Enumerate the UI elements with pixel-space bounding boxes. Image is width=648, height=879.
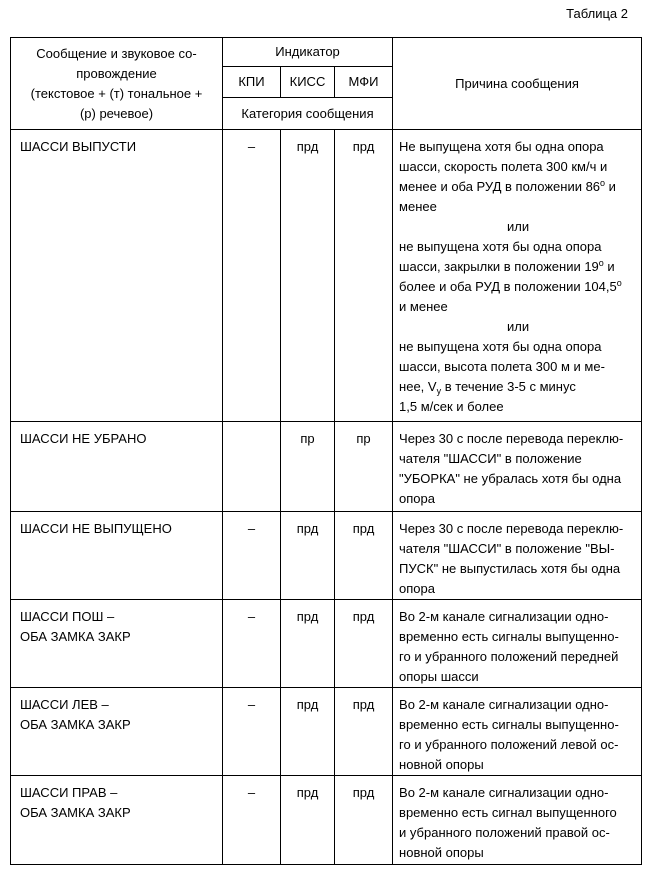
kiss-cell: пр xyxy=(281,422,335,512)
mfi-cell: прд xyxy=(335,512,393,600)
reason-line: ПУСК" не выпустилась хотя бы одна xyxy=(399,561,621,576)
message-line: ШАССИ ВЫПУСТИ xyxy=(20,139,137,154)
reason-line: временно есть сигналы выпущенно- xyxy=(399,629,619,644)
line-text: нее, V xyxy=(399,379,437,394)
header-message xyxy=(11,38,223,130)
reason-line: временно есть сигнал выпущенного xyxy=(399,805,617,820)
header-message-line: (текстовое + (т) тональное + xyxy=(30,85,203,101)
superscript-text: о xyxy=(598,258,604,268)
line-text: более и оба РУД в положении 104,5 xyxy=(399,279,617,294)
kpi-cell xyxy=(223,422,281,512)
message-line: ШАССИ ПОШ – xyxy=(20,609,115,624)
message-line: ОБА ЗАМКА ЗАКР xyxy=(20,805,131,820)
reason-line: 1,5 м/сек и более xyxy=(399,399,504,414)
reason-cell xyxy=(393,422,642,512)
message-cell xyxy=(11,776,223,865)
message-line: ШАССИ ПРАВ – xyxy=(20,785,118,800)
message-table xyxy=(10,37,642,865)
header-message-line: (р) речевое) xyxy=(79,105,154,121)
header-mfi: МФИ xyxy=(335,67,393,98)
kiss-cell: прд xyxy=(281,130,335,422)
header-kiss: КИСС xyxy=(281,67,335,98)
reason-line: или xyxy=(506,219,530,234)
reason-cell xyxy=(393,688,642,776)
message-cell xyxy=(11,422,223,512)
header-indicator: Индикатор xyxy=(223,38,393,67)
message-line: ШАССИ НЕ УБРАНО xyxy=(20,431,147,446)
table-row xyxy=(11,688,642,776)
line-text: менее и оба РУД в положении 86 xyxy=(399,179,601,194)
line-text: в течение 3-5 с минус xyxy=(441,379,576,394)
kpi-cell: – xyxy=(223,512,281,600)
reason-line: временно есть сигналы выпущенно- xyxy=(399,717,619,732)
message-line: ОБА ЗАМКА ЗАКР xyxy=(20,717,131,732)
reason-line xyxy=(399,177,637,197)
reason-line: менее xyxy=(399,199,437,214)
message-cell xyxy=(11,512,223,600)
message-cell xyxy=(11,688,223,776)
mfi-cell: прд xyxy=(335,688,393,776)
reason-line: и менее xyxy=(399,299,448,314)
reason-line: Через 30 с после перевода переклю- xyxy=(399,431,624,446)
header-message-line: Сообщение и звуковое со- xyxy=(36,45,197,61)
line-text: и xyxy=(603,259,615,274)
message-line: ОБА ЗАМКА ЗАКР xyxy=(20,629,131,644)
reason-line: го и убранного положений передней xyxy=(399,649,619,664)
table-row xyxy=(11,512,642,600)
table-row xyxy=(11,600,642,688)
header-message-line: провождение xyxy=(76,65,157,81)
reason-line: чателя "ШАССИ" в положение xyxy=(399,451,582,466)
reason-line: чателя "ШАССИ" в положение "ВЫ- xyxy=(399,541,615,556)
reason-line: опора xyxy=(399,581,435,596)
reason-cell xyxy=(393,776,642,865)
message-cell xyxy=(11,130,223,422)
reason-line: опоры шасси xyxy=(399,669,479,684)
table-header xyxy=(11,38,642,130)
kiss-cell: прд xyxy=(281,600,335,688)
line-text: и xyxy=(605,179,616,194)
kiss-cell: прд xyxy=(281,688,335,776)
message-line: ШАССИ НЕ ВЫПУЩЕНО xyxy=(20,521,172,536)
mfi-cell: прд xyxy=(335,600,393,688)
reason-line: "УБОРКА" не убралась хотя бы одна xyxy=(399,471,622,486)
table-row xyxy=(11,776,642,865)
reason-line: и убранного положений правой ос- xyxy=(399,825,610,840)
reason-line: опора xyxy=(399,491,435,506)
kpi-cell: – xyxy=(223,130,281,422)
subscript-text: у xyxy=(436,386,442,396)
reason-line: не выпущена хотя бы одна опора xyxy=(399,239,602,254)
table-body xyxy=(11,130,642,865)
header-category: Категория сообщения xyxy=(223,98,393,130)
header-kpi: КПИ xyxy=(223,67,281,98)
kpi-cell: – xyxy=(223,600,281,688)
superscript-text: о xyxy=(600,178,606,188)
header-reason: Причина сообщения xyxy=(393,38,642,130)
kiss-cell: прд xyxy=(281,776,335,865)
reason-line: Через 30 с после перевода переклю- xyxy=(399,521,624,536)
reason-line: новной опоры xyxy=(399,757,484,772)
mfi-cell: прд xyxy=(335,776,393,865)
kiss-cell: прд xyxy=(281,512,335,600)
kpi-cell: – xyxy=(223,776,281,865)
reason-line: новной опоры xyxy=(399,845,484,860)
reason-line: Не выпущена хотя бы одна опора xyxy=(399,139,604,154)
reason-line: Во 2-м канале сигнализации одно- xyxy=(399,697,609,712)
superscript-text: о xyxy=(616,278,622,288)
reason-cell xyxy=(393,512,642,600)
reason-line xyxy=(399,277,637,297)
reason-line: или xyxy=(506,319,530,334)
reason-line: шасси, высота полета 300 м и ме- xyxy=(399,359,605,374)
reason-cell xyxy=(393,600,642,688)
message-cell xyxy=(11,600,223,688)
reason-line: шасси, скорость полета 300 км/ч и xyxy=(399,159,608,174)
line-text: шасси, закрылки в положении 19 xyxy=(399,259,599,274)
reason-line xyxy=(399,377,637,397)
reason-line xyxy=(399,257,637,277)
mfi-cell: прд xyxy=(335,130,393,422)
table-row xyxy=(11,130,642,422)
reason-cell xyxy=(393,130,642,422)
kpi-cell: – xyxy=(223,688,281,776)
reason-line: не выпущена хотя бы одна опора xyxy=(399,339,602,354)
reason-line: Во 2-м канале сигнализации одно- xyxy=(399,785,609,800)
mfi-cell: пр xyxy=(335,422,393,512)
reason-line: Во 2-м канале сигнализации одно- xyxy=(399,609,609,624)
reason-line: го и убранного положений левой ос- xyxy=(399,737,619,752)
message-line: ШАССИ ЛЕВ – xyxy=(20,697,109,712)
table-row xyxy=(11,422,642,512)
table-caption: Таблица 2 xyxy=(566,6,628,21)
